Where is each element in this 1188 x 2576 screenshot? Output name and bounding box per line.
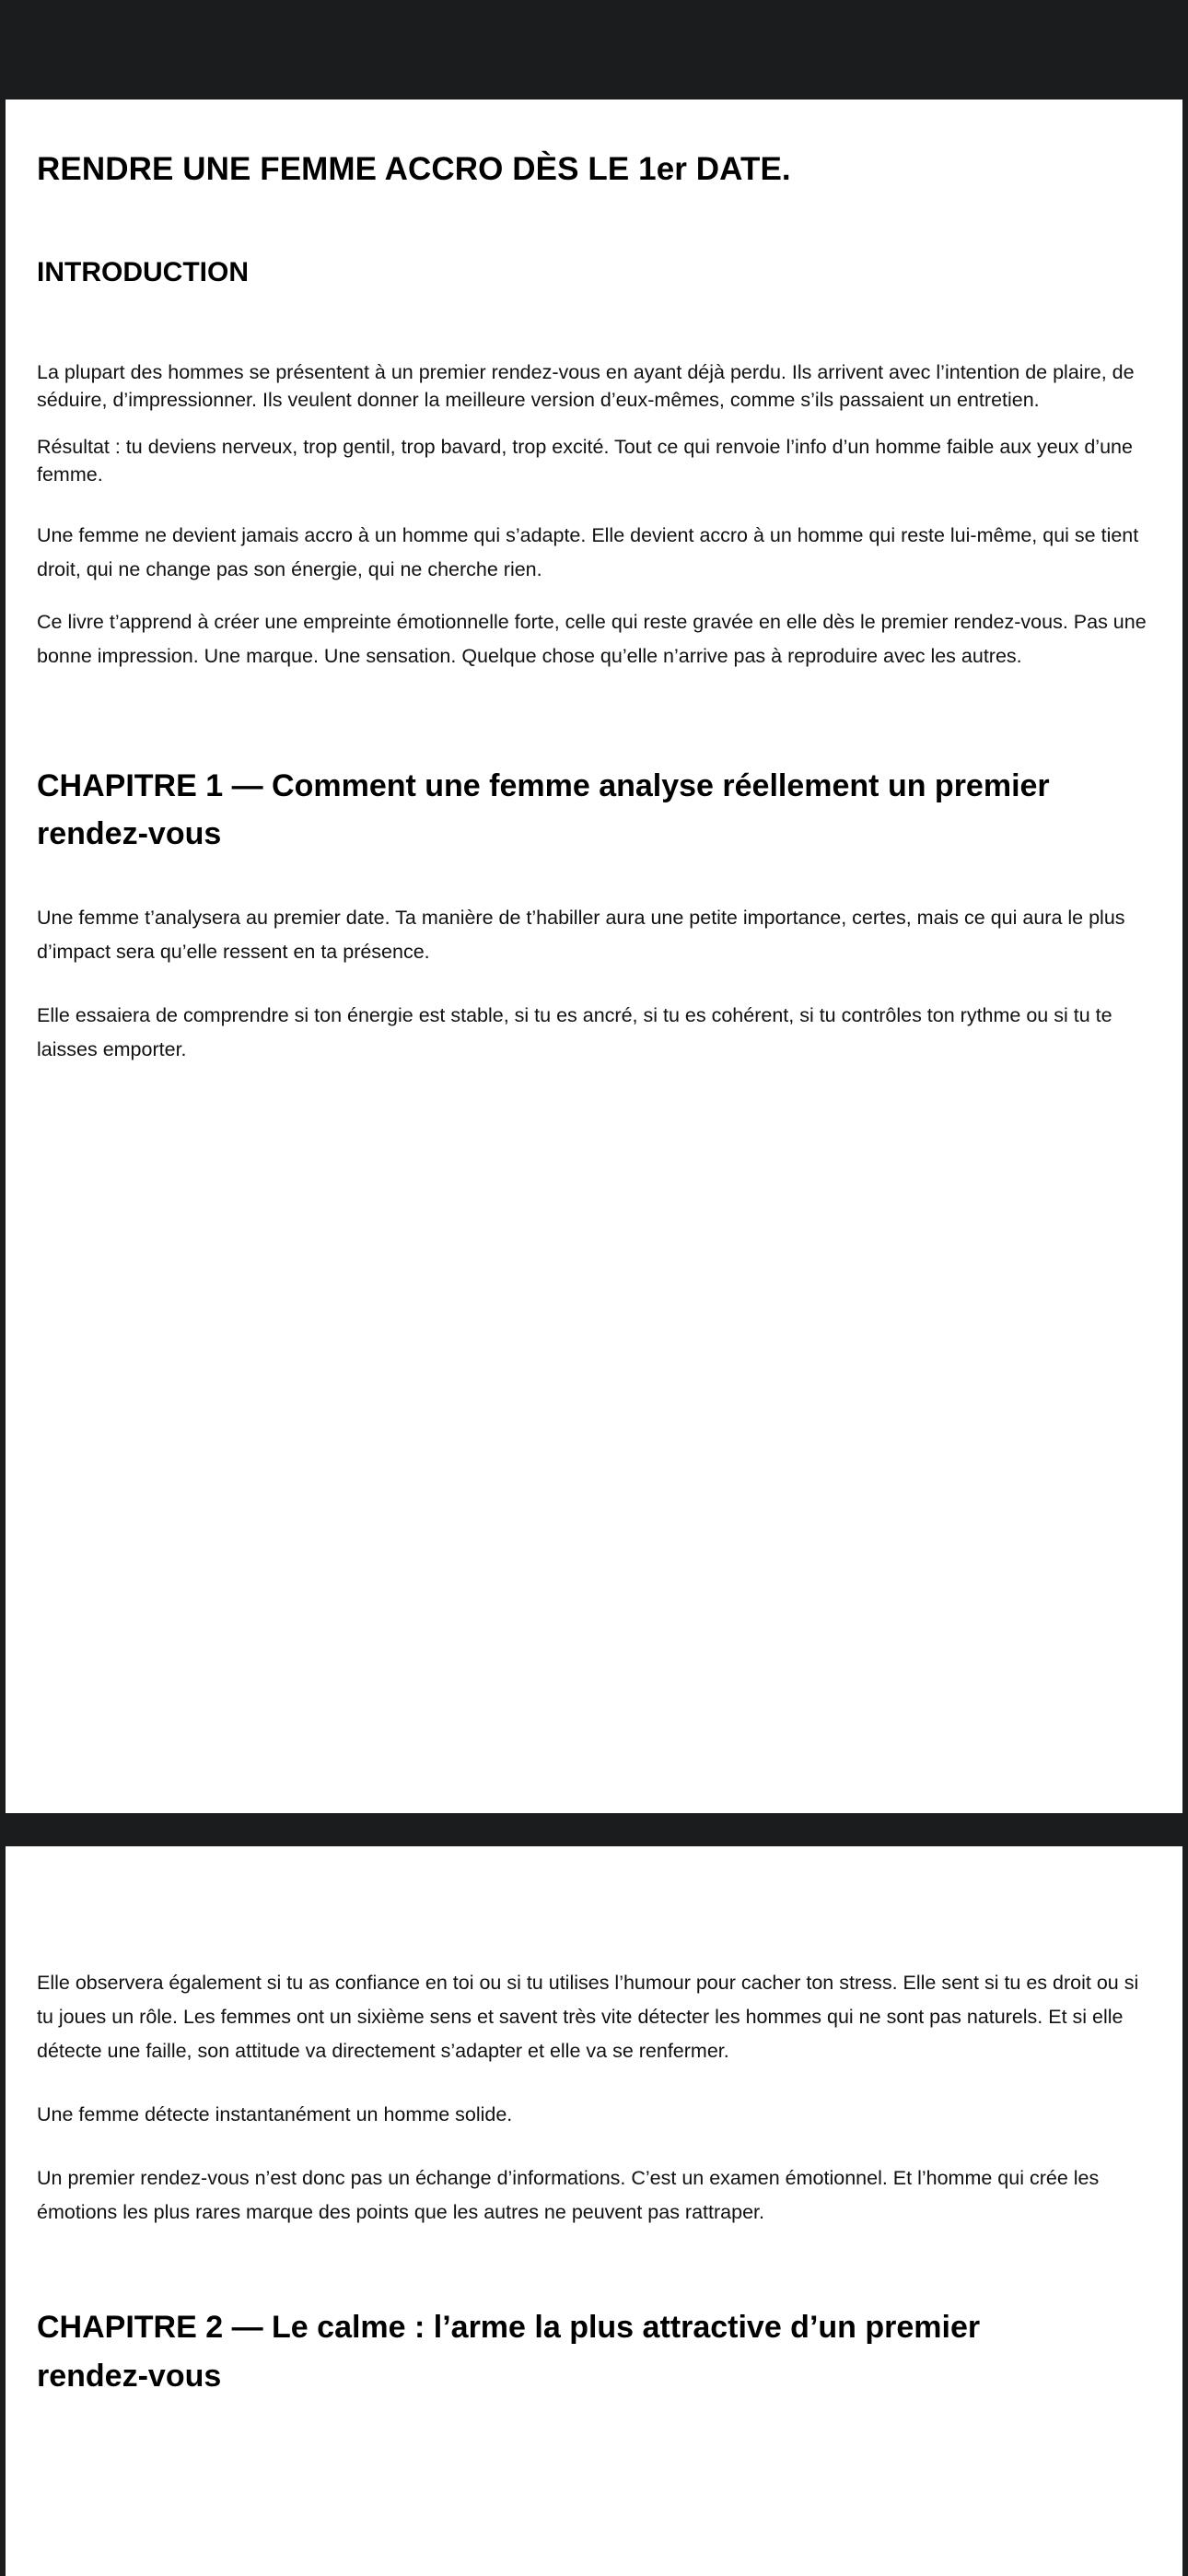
- intro-spacer: [37, 290, 1151, 358]
- page-break-separator: [0, 1813, 1188, 1846]
- paragraph-spacer: [37, 489, 1151, 519]
- page-2-top-spacer: [37, 1846, 1151, 1966]
- paragraph-spacer: [37, 415, 1151, 433]
- page-title: RENDRE UNE FEMME ACCRO DÈS LE 1er DATE.: [37, 151, 791, 187]
- paragraph-intro-2: Résultat : tu deviens nerveux, trop gentil, trop bavard, trop excité. Tout ce qui renvoie l’info d’un homme faible aux yeux d’une femme.: [37, 435, 1133, 486]
- page-1-top-spacer: [37, 100, 1151, 144]
- viewer-top-chrome: [0, 0, 1188, 100]
- paragraph-chapter1-5: Un premier rendez-vous n’est donc pas un échange d’informations. C’est un examen émotionnel. Et l’homme qui crée les émotions les plus rares marque des points que les autres ne peuvent pas rattraper.: [37, 2166, 1100, 2223]
- paragraph-spacer: [37, 969, 1151, 999]
- chapter-1-spacer: [37, 859, 1151, 901]
- paragraph-chapter1-1: Une femme t’analysera au premier date. Ta manière de t’habiller aura une petite importance, certes, mais ce qui aura le plus d’impact sera qu’elle ressent en ta présence.: [37, 907, 1125, 964]
- paragraph-spacer: [37, 2068, 1151, 2098]
- section-heading-introduction: INTRODUCTION: [37, 256, 249, 287]
- document-page-1: [6, 100, 1182, 1813]
- paragraph-spacer: [37, 2132, 1151, 2161]
- chapter-1-heading: CHAPITRE 1 — Comment une femme analyse réellement un premier rendez-vous: [37, 767, 1050, 852]
- chapter-2-heading: CHAPITRE 2 — Le calme : l’arme la plus attractive d’un premier rendez-vous: [37, 2309, 981, 2394]
- document-page-2: [6, 1846, 1182, 2576]
- paragraph-spacer: [37, 587, 1151, 605]
- paragraph-chapter1-3: Elle observera également si tu as confiance en toi ou si tu utilises l’humour pour cacher ton stress. Elle sent si tu es droit ou si tu joues un rôle. Les femmes ont un sixième sens et savent très vite détecter les hommes qui ne sont pas naturels. Et si elle détecte une faille, son attitude va directement s’adapter et elle va se renfermer.: [37, 1972, 1139, 2062]
- paragraph-chapter1-4: Une femme détecte instantanément un homme solide.: [37, 2102, 513, 2125]
- paragraph-intro-1: La plupart des hommes se présentent à un premier rendez-vous en ayant déjà perdu. Ils arrivent avec l’intention de plaire, de séduire, d’impressionner. Ils veulent donner la meilleure version d’eux-mêmes, comme s’ils passaient un entretien.: [37, 360, 1135, 412]
- paragraph-chapter1-2: Elle essaiera de comprendre si ton énergie est stable, si tu es ancré, si tu es cohérent, si tu contrôles ton rythme ou si tu te laisses emporter.: [37, 1004, 1112, 1060]
- paragraph-intro-4: Ce livre t’apprend à créer une empreinte émotionnelle forte, celle qui reste gravée en elle dès le premier rendez-vous. Pas une bonne impression. Une marque. Une sensation. Quelque chose qu’elle n’arrive pas à reproduire avec les autres.: [37, 610, 1147, 667]
- paragraph-intro-3: Une femme ne devient jamais accro à un homme qui s’adapte. Elle devient accro à un homme qui reste lui-même, qui se tient droit, qui ne change pas son énergie, qui ne cherche rien.: [37, 523, 1139, 580]
